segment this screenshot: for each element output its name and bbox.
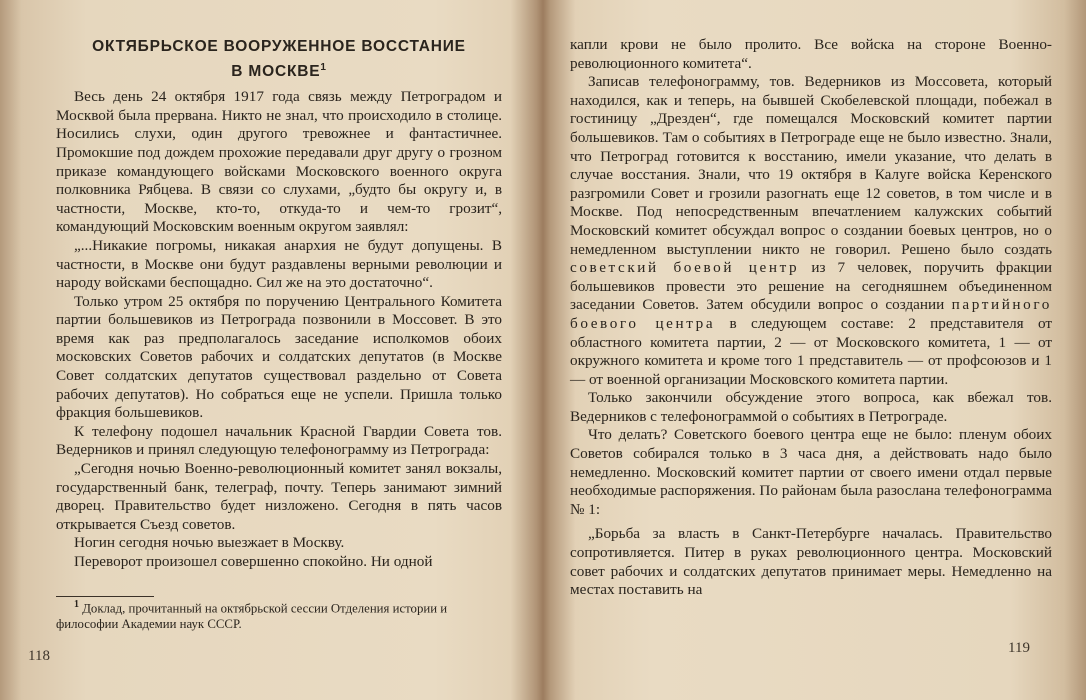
paragraph <box>570 73 1052 389</box>
paragraph-text: из 7 человек, поручить фракции большевиков провести это решение на сегодняшнем объединенном заседании Советов. Затем обсудили вопрос о создании <box>570 259 1052 314</box>
page-number-right: 119 <box>1008 640 1030 656</box>
right-text-column <box>570 36 1052 600</box>
left-page <box>0 0 520 700</box>
paragraph: Ногин сегодня ночью выезжает в Москву. <box>74 534 345 552</box>
paragraph: „Борьба за власть в Санкт-Петербурге началась. Правительство сопротивляется. Питер в руках революционного центра. Московский совет рабочих и солдатских депутатов принимает меры. Немедленно на местах поставить на <box>570 525 1052 599</box>
chapter-title-text: В МОСКВЕ <box>231 63 321 81</box>
paragraph: Только утром 25 октября по поручению Центрального Комитета партии большевиков из Петрограда позвонили в Моссовет. В это время как раз предполагалось заседание исполкомов обоих московских Советов рабочих и солдатских депутатов (в Москве Совет солдатских депутатов существовал раздельно от Совета рабочих депутатов). Но собраться еще не успели. Пришла только фракция большевиков. <box>56 292 502 422</box>
chapter-title-line-2 <box>56 57 502 82</box>
paragraph-text: в следующем составе: 2 представителя от областного комитета партии, 2 — от Московского комитета, 1 — от окружного комитета и кроме того 1 представитель — от профсоюзов и 1 — от военной организации Московского комитета партии. <box>570 314 1053 388</box>
right-page <box>530 0 1086 700</box>
paragraph: Только закончили обсуждение этого вопроса, как вбежал тов. Ведерников с телефонограммой о событиях в Петрограде. <box>570 389 1052 425</box>
spaced-emphasis: советский боевой центр <box>570 259 800 277</box>
paragraph: Переворот произошел совершенно спокойно. Ни одной <box>74 553 433 570</box>
left-text-column <box>56 36 502 632</box>
paragraph: Весь день 24 октября 1917 года связь между Петроградом и Москвой была прервана. Никто не знал, что происходило в столице. Носились слухи, один другого тревожнее и фантастичнее. Промокшие под дождем прохожие передавали друг другу о грозном приказе командующего войсками Московского военного округа полковника Рябцева. В связи со слухами, „будто бы округу и, в частности, Москве, кто-то, откуда-то и чем-то грозит“, командующий Московским военным округом заявлял: <box>56 88 502 236</box>
footnote-text: Доклад, прочитанный на октябрьской сессии Отделения истории и философии Академии наук СССР. <box>56 600 448 631</box>
paragraph: Что делать? Советского боевого центра еще не было: пленум обоих Советов собирался только в 3 часа дня, а действовать надо было немедленно. Московский комитет партии от своего имени отдал первые необходимые распоряжения. По районам была разослана телефонограмма № 1: <box>570 426 1052 518</box>
paragraph: капли крови не было пролито. Все войска на стороне Военно-революционного комитета“. <box>570 36 1052 72</box>
chapter-title-line-1: ОКТЯБРЬСКОЕ ВООРУЖЕННОЕ ВОССТАНИЕ <box>92 38 466 55</box>
footnote <box>56 597 502 632</box>
chapter-title <box>56 36 502 82</box>
footnote-mark: 1 <box>74 598 79 610</box>
paragraph: „...Никакие погромы, никакая анархия не будут допущены. В частности, в Москве они будут раздавлены верными революции и народу войсками беспощадно. Сил же на это достаточно“. <box>56 236 502 292</box>
paragraph-text: Записав телефонограмму, тов. Ведерников из Моссовета, который находился, как и теперь, на бывшей Скобелевской площади, побежал в гостиницу „Дрезден“, где помещался Московский комитет партии большевиков. Там о событиях в Петрограде еще не было известно. Знали, что Петроград готовится к восстанию, имели указание, что делать в случае восстания. Знали, что 19 октября в Калуге войска Керенского разгромили Совет и грозили разогнать еще 12 советов, в том числе и в Москве. Под непосредственным впечатлением калужских событий Московский комитет обсуждал вопрос о создании боевых центров, но о немедленном выступлении никто не говорил. Решено было создать <box>570 73 1052 258</box>
title-footnote-mark: 1 <box>320 62 327 73</box>
paragraph: К телефону подошел начальник Красной Гвардии Совета тов. Ведерников и принял следующую телефонограмму из Петрограда: <box>56 422 502 459</box>
spaced-emphasis: партийного боевого центра <box>570 296 1052 332</box>
page-number-left: 118 <box>28 648 50 664</box>
paragraph: „Сегодня ночью Военно-революционный комитет занял вокзалы, государственный банк, телеграф, почту. Теперь занимают зимний дворец. Правительство будет низложено. Сегодня в пять часов открывается Съезд советов. <box>56 460 502 533</box>
